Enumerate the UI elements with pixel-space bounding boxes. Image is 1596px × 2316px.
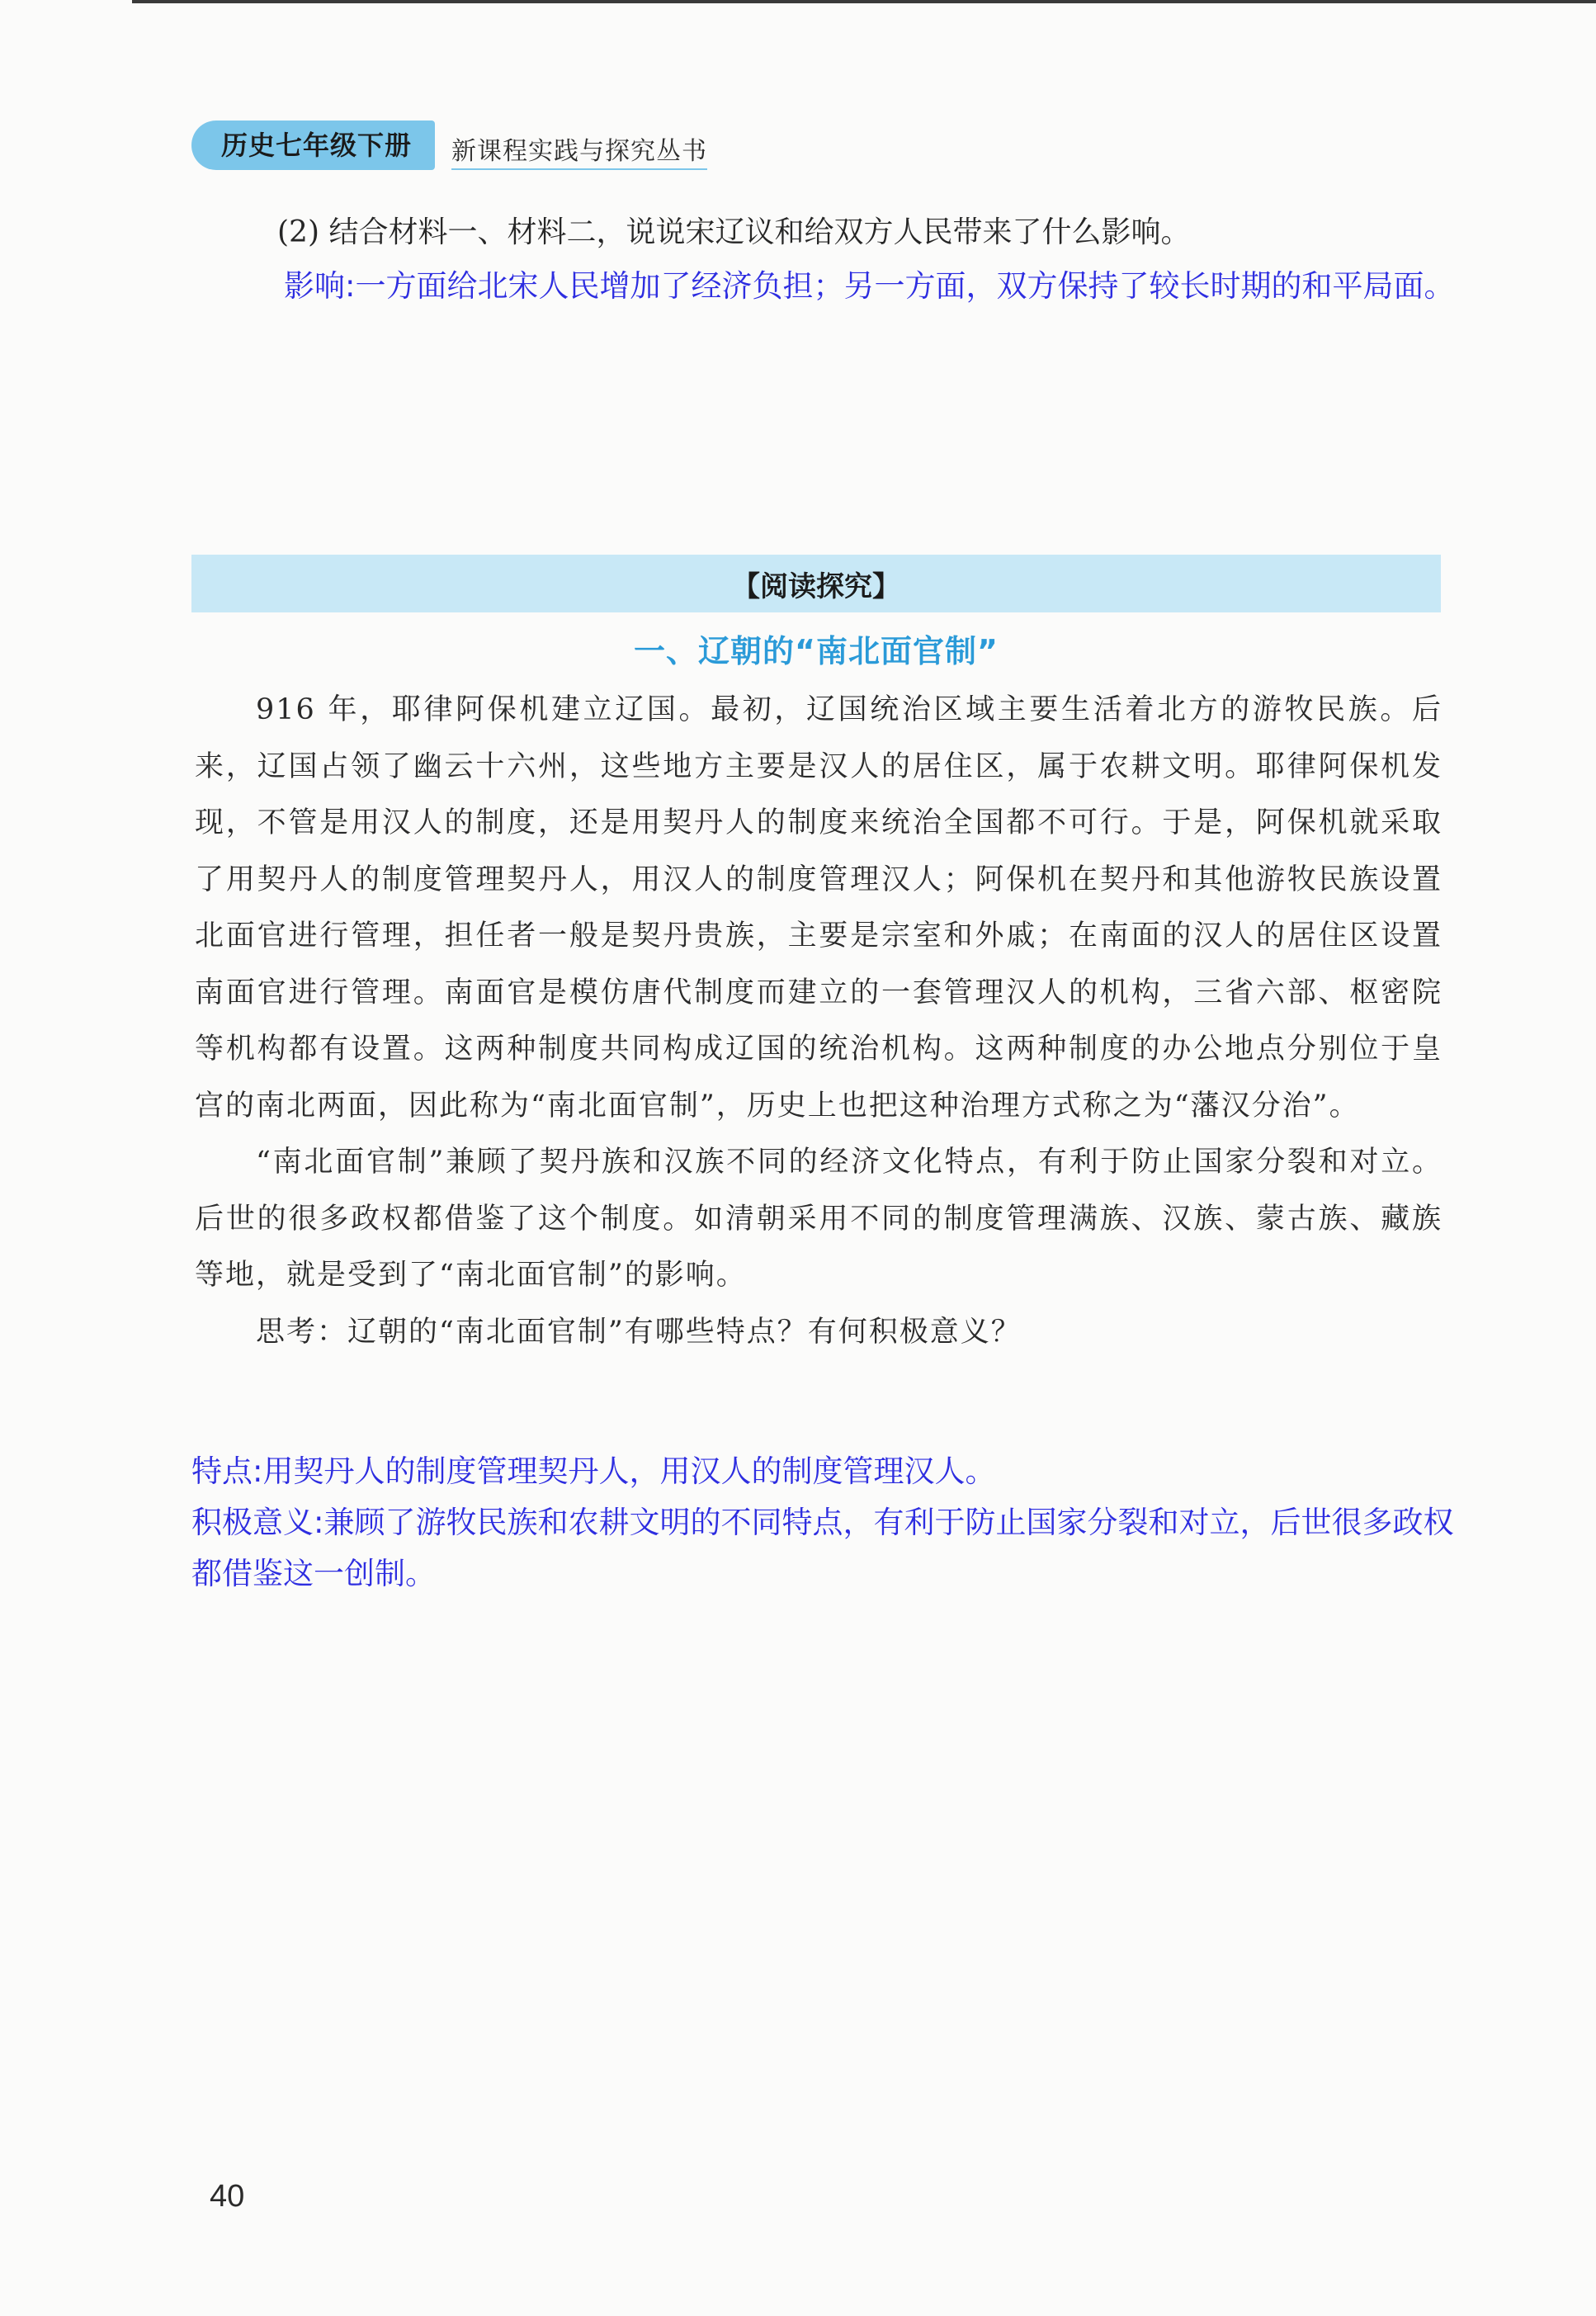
page-number: 40 xyxy=(210,2179,245,2214)
article-paragraph: “南北面官制”兼顾了契丹族和汉族不同的经济文化特点，有利于防止国家分裂和对立。后世的很多政权都借鉴了这个制度。如清朝采用不同的制度管理满族、汉族、蒙古族、藏族等地，就是受到了“南北面官制”的影响。 xyxy=(195,1146,1443,1292)
question-2: (2) 结合材料一、材料二，说说宋辽议和给双方人民带来了什么影响。 xyxy=(277,215,1191,249)
think-answer xyxy=(191,1446,1462,1600)
article-paragraph: 916 年，耶律阿保机建立辽国。最初，辽国统治区域主要生活着北方的游牧民族。后来，辽国占领了幽云十六州，这些地方主要是汉人的居住区，属于农耕文明。耶律阿保机发现，不管是用汉人的制度，还是用契丹人的制度来统治全国都不可行。于是，阿保机就采取了用契丹人的制度管理契丹人，用汉人的制度管理汉人；阿保机在契丹和其他游牧民族设置北面官进行管理，担任者一般是契丹贵族，主要是宗室和外戚；在南面的汉人的居住区设置南面官进行管理。南面官是模仿唐代制度而建立的一套管理汉人的机构，三省六部、枢密院等机构都有设置。这两种制度共同构成辽国的统治机构。这两种制度的办公地点分别位于皇宫的南北两面，因此称为“南北面官制”，历史上也把这种治理方式称之为“藩汉分治”。 xyxy=(195,693,1443,1123)
section-title: 一、辽朝的“南北面官制” xyxy=(634,633,999,669)
answer-significance: 积极意义:兼顾了游牧民族和农耕文明的不同特点，有利于防止国家分裂和对立，后世很多政权都借鉴这一创制。 xyxy=(191,1505,1454,1591)
page-header xyxy=(191,116,707,170)
reading-banner-title: 【阅读探究】 xyxy=(732,570,900,603)
think-question: 思考：辽朝的“南北面官制”有哪些特点？有何积极意义？ xyxy=(256,1315,1022,1349)
series-title: 新课程实践与探究丛书 xyxy=(451,130,707,170)
reading-article xyxy=(195,682,1443,1360)
reading-banner xyxy=(191,555,1441,612)
answer-feature: 特点:用契丹人的制度管理契丹人，用汉人的制度管理汉人。 xyxy=(191,1453,996,1489)
book-title-badge: 历史七年级下册 xyxy=(191,121,435,170)
question-2-answer: 影响:一方面给北宋人民增加了经济负担；另一方面，双方保持了较长时期的和平局面。 xyxy=(284,268,1455,304)
top-rule xyxy=(132,0,1596,3)
